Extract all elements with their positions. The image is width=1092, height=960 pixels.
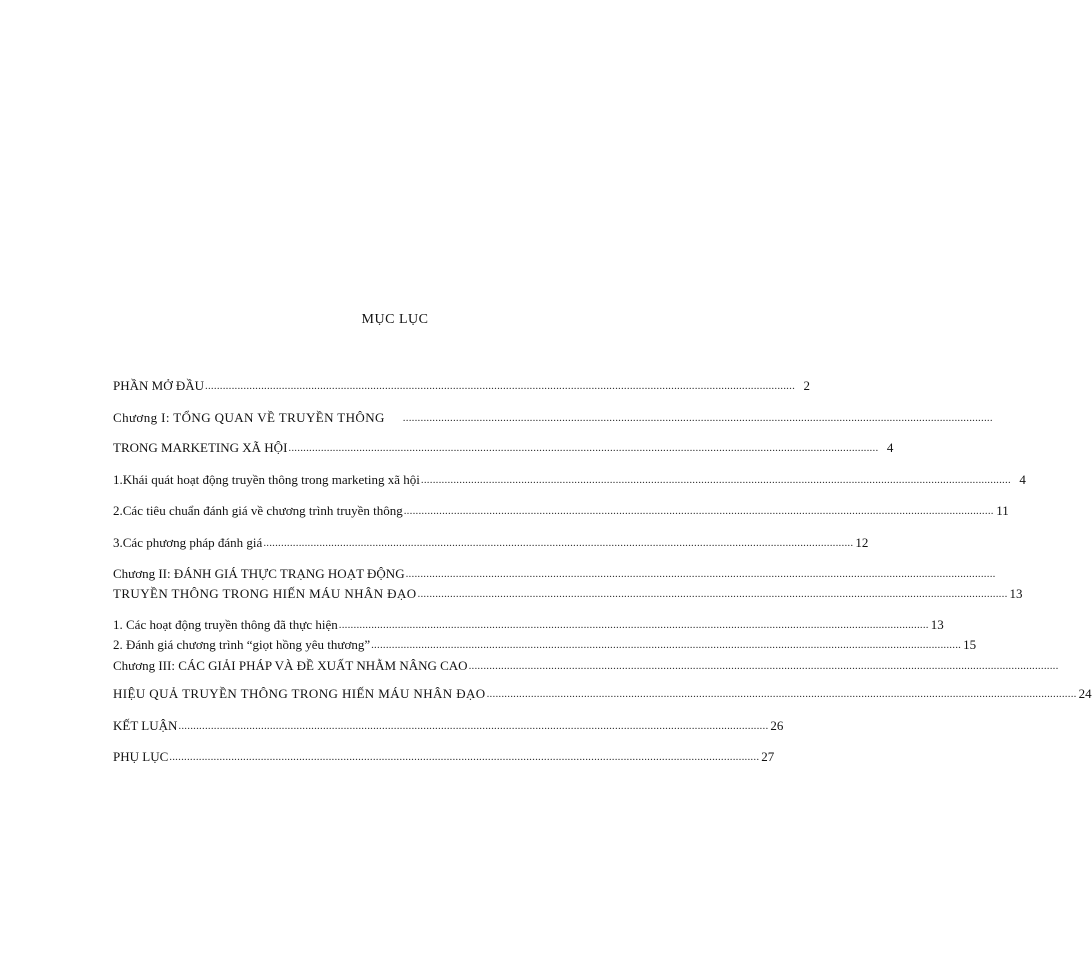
toc-entry-page: 4 <box>886 440 894 455</box>
toc-leader-dots: ........................................................................................................................................................................................................ <box>263 537 854 549</box>
toc-entry-text: 2.Các tiêu chuẩn đánh giá về chương trình truyền thông <box>113 503 403 518</box>
toc-entry-page: 13 <box>1009 586 1023 601</box>
toc-entry-chapter-3-cont <box>113 686 1092 702</box>
toc-leader-dots: ........................................................................................................................................................................................................ <box>486 688 1077 700</box>
toc-entry-chapter-1 <box>113 410 993 426</box>
toc-entry-text: TRUYỀN THÔNG TRONG HIẾN MÁU NHÂN ĐẠO <box>113 586 417 601</box>
toc-entry-text: Chương III: CÁC GIẢI PHÁP VÀ ĐỀ XUẤT NHẰM NÂNG CAO <box>113 658 468 673</box>
toc-leader-dots: ........................................................................................................................................................................................................ <box>403 505 994 517</box>
toc-entry-page: 15 <box>963 637 977 652</box>
toc-leader-dots: ........................................................................................................................................................................................................ <box>420 474 1011 486</box>
toc-entry-page: 11 <box>996 503 1009 518</box>
toc-entry-text: Chương II: ĐÁNH GIÁ THỰC TRẠNG HOẠT ĐỘNG <box>113 566 405 581</box>
toc-entry-text: PHẦN MỞ ĐẦU <box>113 378 205 393</box>
toc-entry-introduction <box>113 378 811 394</box>
toc-leader-dots: ........................................................................................................................................................................................................ <box>405 568 996 580</box>
toc-entry-1-3 <box>113 535 869 551</box>
toc-entry-1-1 <box>113 472 1026 488</box>
toc-entry-text: HIỆU QUẢ TRUYỀN THÔNG TRONG HIẾN MÁU NHÂN ĐẠO <box>113 686 486 701</box>
toc-entry-page: 4 <box>1019 472 1026 487</box>
toc-entry-text: 2. Đánh giá chương trình “giọt hồng yêu thương” <box>113 637 371 652</box>
toc-entry-appendix <box>113 749 775 765</box>
toc-entry-2-2 <box>113 637 977 653</box>
toc-entry-conclusion <box>113 718 784 734</box>
toc-entry-text: 3.Các phương pháp đánh giá <box>113 535 263 550</box>
toc-entry-page: 27 <box>761 749 775 764</box>
toc-leader-dots: ........................................................................................................................................................................................................ <box>402 412 993 424</box>
toc-entry-text: 1.Khái quát hoạt động truyền thông trong marketing xã hội <box>113 472 420 487</box>
toc-title: MỤC LỤC <box>361 312 429 327</box>
toc-entry-text: 1. Các hoạt động truyền thông đã thực hiện <box>113 617 338 632</box>
toc-leader-dots: ........................................................................................................................................................................................................ <box>338 619 929 631</box>
toc-entry-page: 12 <box>855 535 869 550</box>
toc-leader-dots: ........................................................................................................................................................................................................ <box>288 442 879 454</box>
toc-leader-dots: ........................................................................................................................................................................................................ <box>205 380 796 392</box>
toc-leader-dots: ........................................................................................................................................................................................................ <box>178 720 769 732</box>
toc-entry-text: TRONG MARKETING XÃ HỘI <box>113 440 288 455</box>
toc-leader-dots: ........................................................................................................................................................................................................ <box>417 588 1008 600</box>
toc-entry-page: 13 <box>930 617 944 632</box>
toc-leader-dots: ........................................................................................................................................................................................................ <box>371 639 962 651</box>
toc-leader-dots: ........................................................................................................................................................................................................ <box>169 751 760 763</box>
toc-entry-2-1 <box>113 617 944 633</box>
toc-entry-text: KẾT LUẬN <box>113 718 178 733</box>
toc-entry-chapter-1-cont <box>113 440 894 456</box>
toc-entry-text: Chương I: TỔNG QUAN VỀ TRUYỀN THÔNG <box>113 410 385 425</box>
toc-entry-chapter-3 <box>113 658 1059 674</box>
toc-entry-page: 24 <box>1078 686 1092 701</box>
toc-entry-chapter-2 <box>113 566 996 582</box>
toc-entry-text: PHỤ LỤC <box>113 749 169 764</box>
toc-entry-chapter-2-cont <box>113 586 1023 602</box>
toc-leader-dots: ........................................................................................................................................................................................................ <box>468 660 1059 672</box>
toc-entry-1-2 <box>113 503 1009 519</box>
toc-entry-page: 2 <box>803 378 811 393</box>
toc-entry-page: 26 <box>770 718 784 733</box>
